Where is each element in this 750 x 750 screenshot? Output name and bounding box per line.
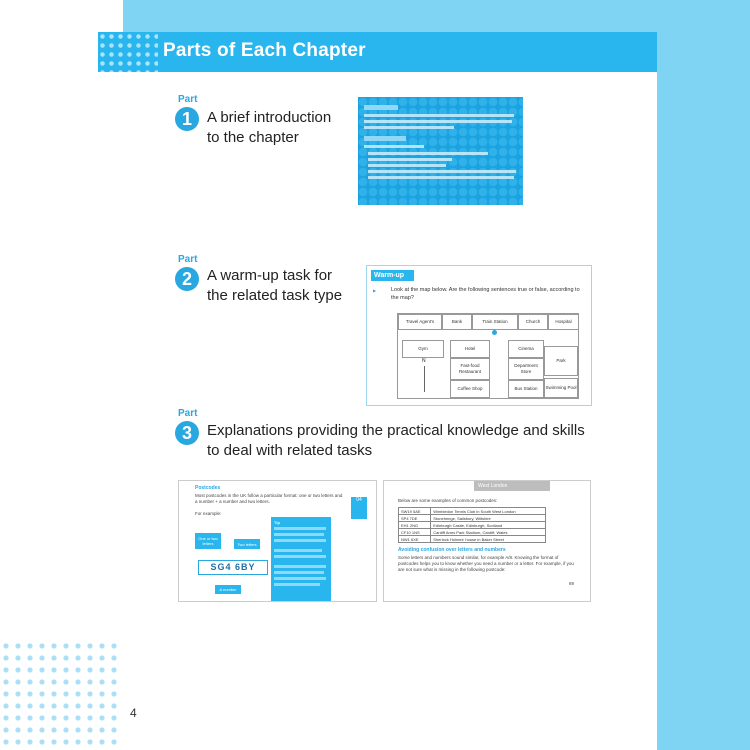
part-3-line-1: Explanations providing the practical knowledge and skills xyxy=(207,422,585,439)
part-1-description xyxy=(207,108,331,148)
map-cinema: Cinema xyxy=(508,340,544,358)
page-number: 4 xyxy=(130,706,137,720)
postcode-example: SG4 6BY xyxy=(198,560,268,575)
explanation-thumbnail xyxy=(178,480,591,600)
postcode-intro: Below are some examples of common postcodes: xyxy=(398,498,498,503)
part-1-label: Part xyxy=(178,94,198,105)
location-marker-icon xyxy=(492,330,497,335)
right-page-tab: West London xyxy=(474,481,550,491)
two-letters-box: Two letters xyxy=(234,539,260,549)
part-2-line-2: the related task type xyxy=(207,287,343,304)
explanation-left-page xyxy=(178,480,377,602)
north-arrow-icon xyxy=(424,366,425,392)
audio-icon: ▶ xyxy=(373,288,377,293)
postcodes-heading: Postcodes xyxy=(195,485,221,491)
introduction-thumbnail xyxy=(358,97,523,205)
tip-box xyxy=(271,517,331,601)
avoiding-confusion-heading: Avoiding confusion over letters and numbers xyxy=(398,547,506,553)
example-label: For example: xyxy=(195,511,222,516)
warmup-question: Look at the map below. Are the following sentences true or false, according to the map? xyxy=(391,287,580,301)
right-margin xyxy=(657,0,750,750)
map-coffee-shop: Coffee Shop xyxy=(450,380,490,398)
postcode-table xyxy=(398,507,546,543)
part-3-label: Part xyxy=(178,408,198,419)
map-swimming-pool: Swimming Pool xyxy=(544,378,578,398)
table-row: EH1 2NG Edinburgh Castle, Edinburgh, Scotland xyxy=(399,522,546,529)
map-gym: Gym xyxy=(402,340,444,358)
map-park: Park xyxy=(544,346,578,376)
left-margin xyxy=(0,0,123,750)
avoiding-confusion-body: Some letters and numbers sound similar, for example A/8. Knowing the format of postcodes helps you to know whether you need a number or a letter. For example, if you are not sure what is missing in the following postcode: xyxy=(398,555,574,572)
warmup-thumbnail xyxy=(366,265,592,406)
table-row: SP4 7DE Stonehenge, Salisbury, Wiltshire xyxy=(399,515,546,522)
part-3-line-2: to deal with related tasks xyxy=(207,442,373,459)
map-hotel: Hotel xyxy=(450,340,490,358)
north-label: N xyxy=(422,358,426,364)
part-3-number: 3 xyxy=(175,421,199,445)
postcodes-body: Most postcodes in the UK follow a particular format: one or two letters and a number + a number and two letters. xyxy=(195,493,343,504)
warmup-tag: Warm-up xyxy=(371,270,414,281)
part-2-number: 2 xyxy=(175,267,199,291)
explanation-right-page xyxy=(383,480,591,602)
a-number-box: A number xyxy=(215,585,241,594)
part-1-line-1: A brief introduction xyxy=(207,109,332,126)
map-fast-food: Fast-food Restaurant xyxy=(450,358,490,380)
page-title: Parts of Each Chapter xyxy=(163,40,366,61)
table-row: NW1 6XE Sherlock Holmes' house in Baker Street xyxy=(399,536,546,543)
chapter-strip xyxy=(351,481,367,601)
map-bank: Bank xyxy=(442,314,472,330)
map-department-store: Department Store xyxy=(508,358,544,380)
chapter-tab: 04 xyxy=(351,497,367,519)
header-dot-pattern xyxy=(98,32,158,72)
table-row: SW19 5AE Wimbledon Tennis Club in South West London xyxy=(399,508,546,515)
map-hospital: Hospital xyxy=(548,314,579,330)
part-1-line-2: to the chapter xyxy=(207,129,299,146)
part-2-label: Part xyxy=(178,254,198,265)
map-train-station: Train Station xyxy=(472,314,518,330)
map-church: Church xyxy=(518,314,548,330)
dot-pattern xyxy=(0,640,123,750)
one-or-two-letters-box: One or two letters xyxy=(195,533,221,549)
part-2-line-1: A warm-up task for xyxy=(207,267,333,284)
top-band xyxy=(123,0,750,32)
map-bus-station: Bus Station xyxy=(508,380,544,398)
right-page-number: 89 xyxy=(569,581,575,586)
map-diagram xyxy=(397,313,579,399)
table-row: CF10 1NS Cardiff Arms Park Stadium, Cardiff, Wales xyxy=(399,529,546,536)
tip-title: Tip xyxy=(274,520,280,525)
part-1-number: 1 xyxy=(175,107,199,131)
map-travel-agents: Travel Agent's xyxy=(398,314,442,330)
part-2-description xyxy=(207,266,342,306)
part-3-description xyxy=(207,421,585,461)
